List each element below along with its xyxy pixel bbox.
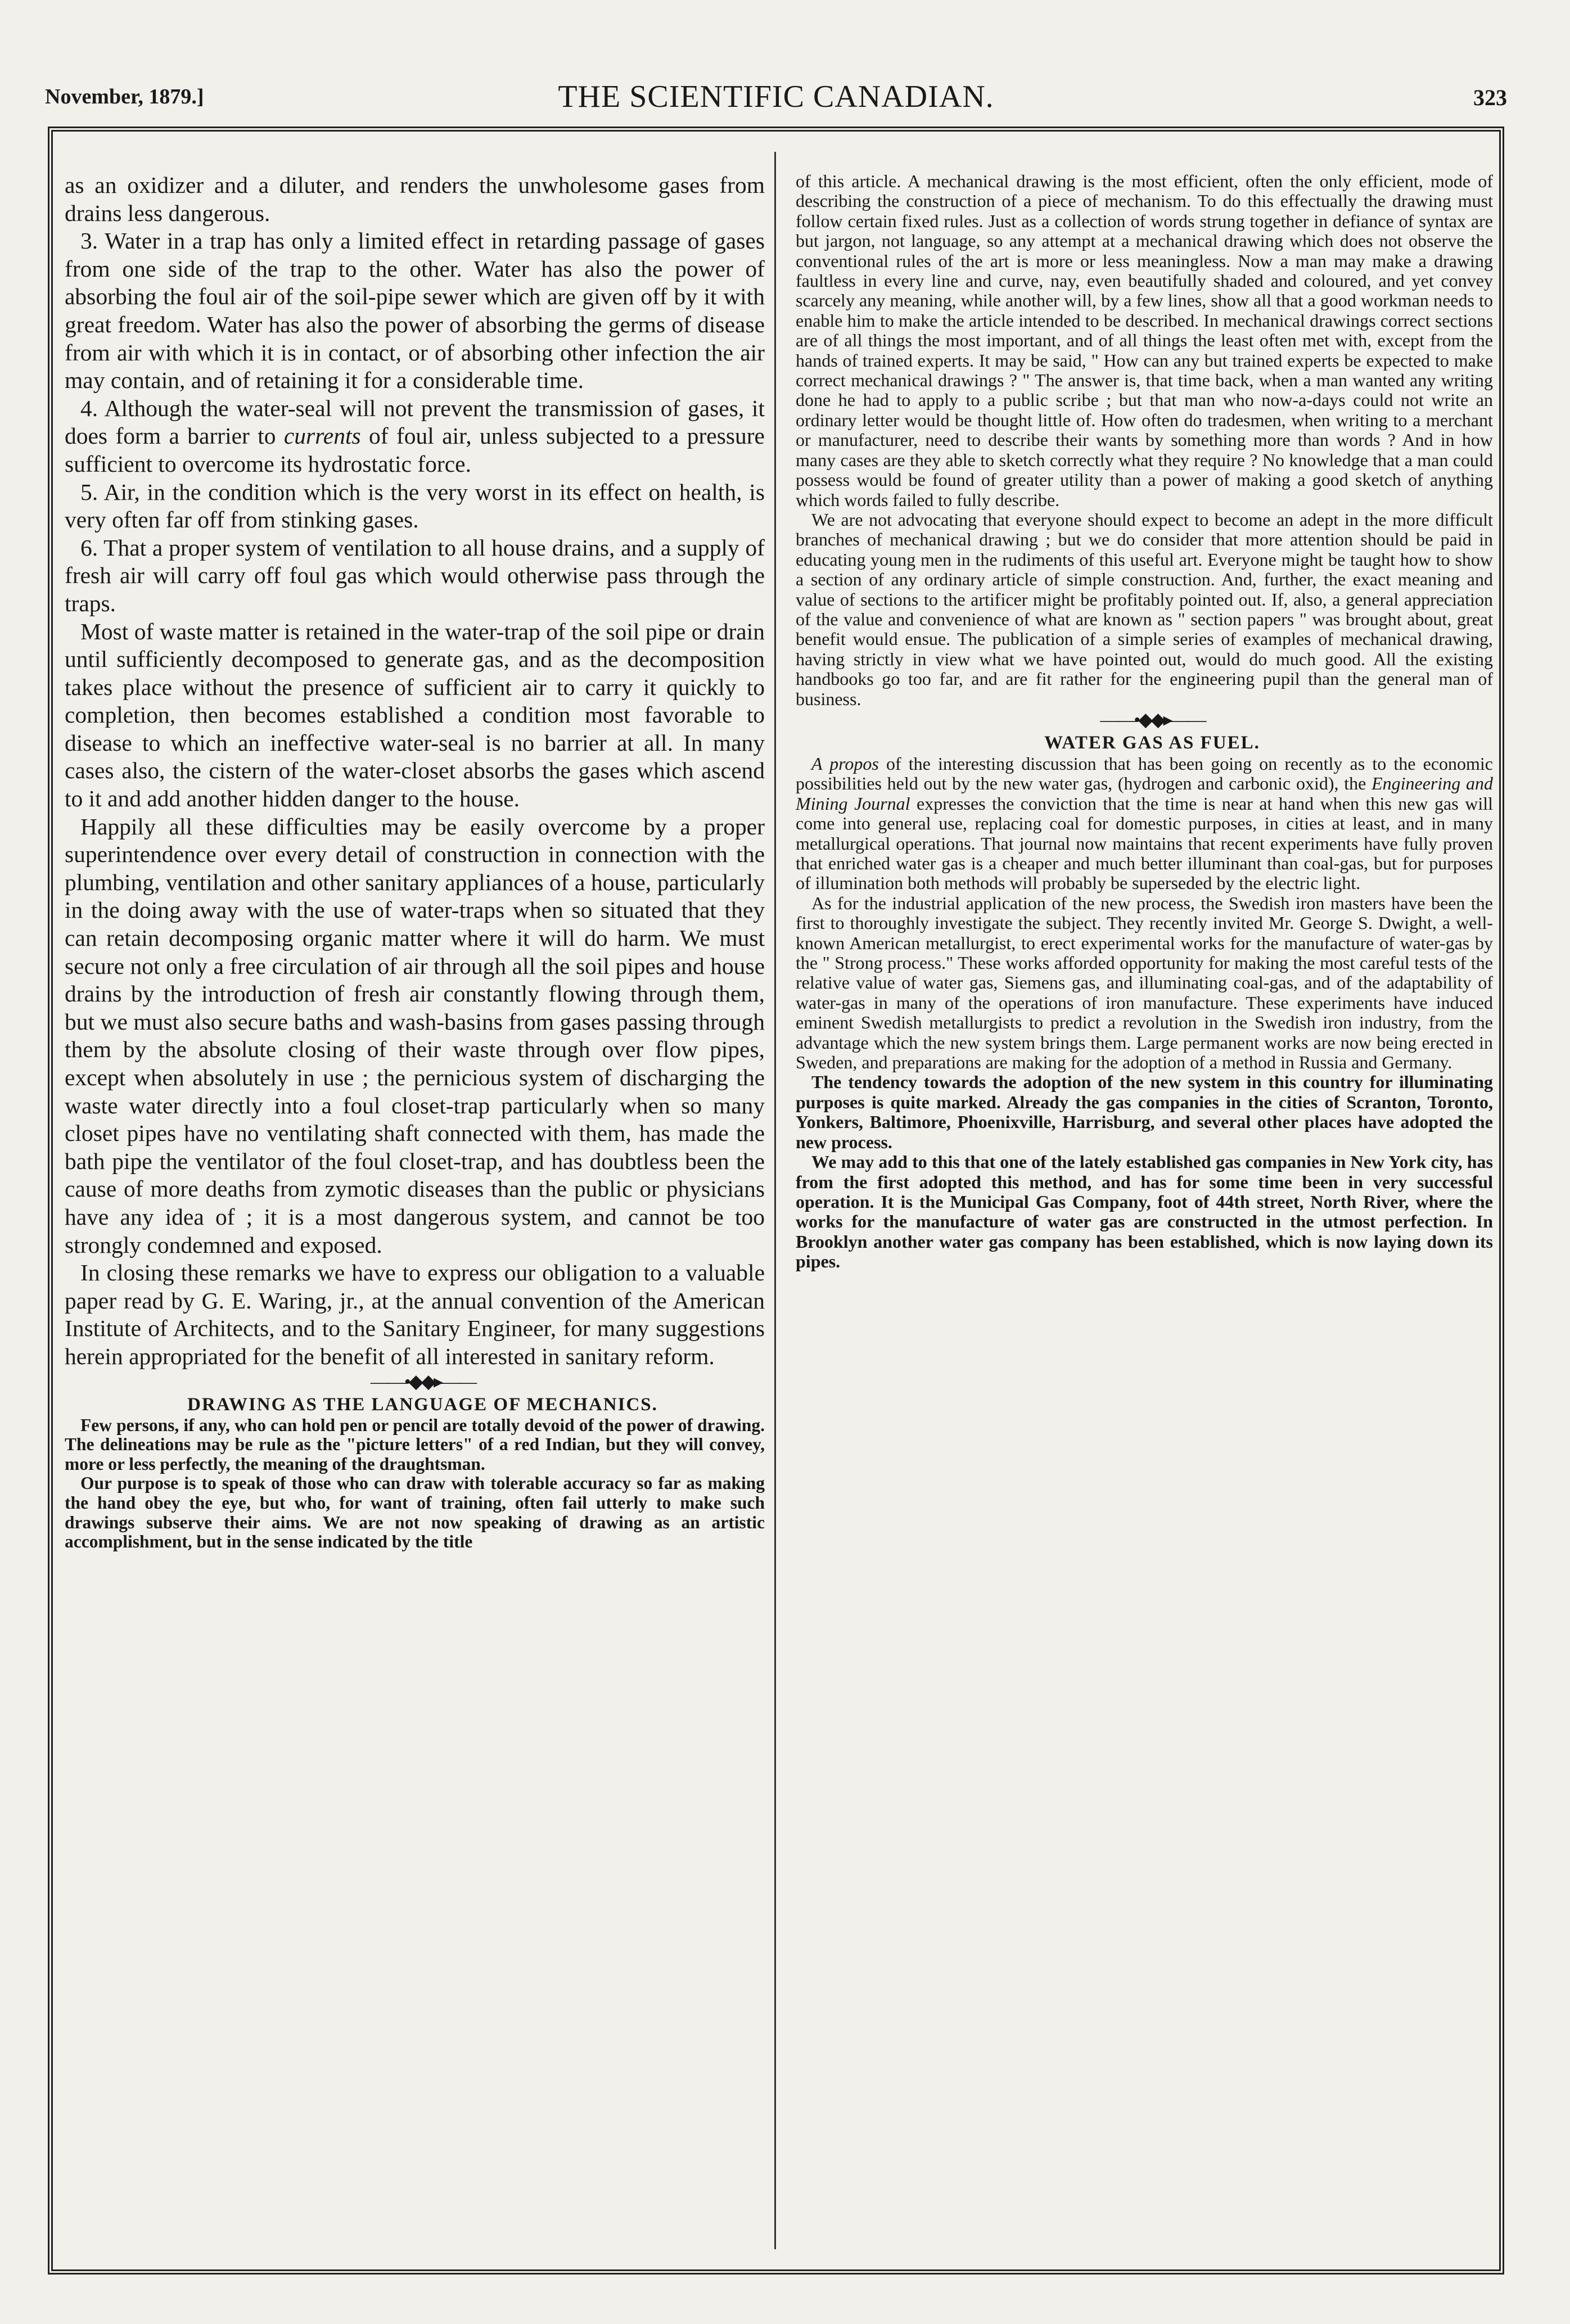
paragraph: 3. Water in a trap has only a limited effect in retarding passage of gases from one side of the trap to the other. Water has also the power of absorbing the foul air of the soil-pipe sewer which are given off by it with great freedom. Water has also the power of absorbing the germs of disease from air with which it is in contact, or of absorbing other infection the air may contain, and of retaining it for a considerable time. — [65, 228, 765, 394]
paragraph: We are not advocating that everyone should expect to become an adept in the more difficult branches of mechanical drawing ; but we do consider that more attention should be paid in educating young men in the rudiments of this useful art. Everyone might be taught how to show a section of any ordinary article of simple construction. And, further, the exact meaning and value of sections to the artificer might be profitably pointed out. If, also, a general appreciation of the value and convenience of what are known as " section papers " was brought about, great benefit would ensue. The publication of a simple series of examples of mechanical drawing, having strictly in view what we have pointed out, would do much good. All the existing handbooks go too far, and are fit rather for the engineering pupil than the general man of business. — [796, 509, 1493, 709]
paragraph: Few persons, if any, who can hold pen or pencil are totally devoid of the power of drawing. The delineations may be rule as the "picture letters" of a red Indian, but they will convey, more or less perfectly, the meaning of the draughtsman. — [65, 1415, 765, 1474]
paragraph: We may add to this that one of the lately established gas companies in New York city, has from the first adopted this method, and has for some time been in very successful operation. It is the Municipal Gas Company, foot of 44th street, North River, where the works for the manufacture of water gas are constructed in the utmost perfection. In Brooklyn another water gas company has been established, which is now laying down its pipes. — [796, 1152, 1493, 1272]
issue-date: November, 1879.] — [45, 85, 204, 109]
paragraph — [796, 754, 1493, 894]
section-ornament: ——•◆◆▸—— — [370, 1371, 475, 1392]
paragraph: as an oxidizer and a diluter, and renders the unwholesome gases from drains less dangerous. — [65, 172, 765, 226]
paragraph: Our purpose is to speak of those who can draw with tolerable accuracy so far as making the hand obey the eye, but who, for want of training, often fail utterly to make such drawings subserve their aims. We are not now speaking of drawing as an artistic accomplishment, but in the sense indicated by the title — [65, 1473, 765, 1552]
running-head — [45, 73, 1507, 124]
italic-text: Engineering and Mining Journal — [796, 773, 1493, 814]
section-ornament: ——•◆◆▸—— — [1100, 709, 1204, 730]
paragraph: Happily all these difficulties may be easily overcome by a proper superintendence over every detail of construction in connection with the plumbing, ventilation and other sanitary appliances of a house, particularly in the doing away with the use of water-traps when so situated that they can retain decomposing organic matter where it will do harm. We must secure not only a free circulation of air through all the soil pipes and house drains by the introduction of fresh air constantly flowing through them, but we must also secure baths and wash-basins from gases passing through them by the absolute closing of their waste through over flow pipes, except when absolutely in use ; the pernicious system of discharging the waste water directly into a foul closet-trap particularly when so many closet pipes have no ventilating shaft connected with them, has made the bath pipe the ventilator of the foul closet-trap, and has doubtless been the cause of more deaths from zymotic diseases than the public or physicians have any idea of ; it is a most dangerous system, and cannot be too strongly condemned and exposed. — [65, 813, 765, 1258]
paragraph: Most of waste matter is retained in the water-trap of the soil pipe or drain until sufficiently decomposed to generate gas, and as the decomposition takes place without the presence of sufficient air to carry it quickly to completion, then becomes established a condition most favorable to disease to which an ineffective water-seal is no barrier at all. In many cases also, the cistern of the water-closet absorbs the gases which ascend to it and add another hidden danger to the house. — [65, 618, 765, 812]
article-body-drawing — [65, 1416, 765, 1552]
paragraph — [65, 395, 765, 479]
paragraph: 5. Air, in the condition which is the very worst in its effect on health, is very often far off from stinking gases. — [65, 479, 765, 533]
paragraph: 6. That a proper system of ventilation to all house drains, and a supply of fresh air will carry off foul gas which would otherwise pass through the traps. — [65, 534, 765, 616]
text-run: expresses the conviction that the time is near at hand when this new gas will come into general use, replacing coal for domestic purposes, in cities at least, and in many metallurgical operations. That journal now maintains that recent experiments have fully proven that enriched water gas is a cheaper and much better illuminant than coal-gas, but for purposes of illumination both methods will probably be superseded by the electric light. — [796, 793, 1494, 894]
paragraph: of this article. A mechanical drawing is the most efficient, often the only efficient, mode of describing the construction of a piece of mechanism. To do this effectually the drawing must follow certain fixed rules. Just as a collection of words strung together in defiance of syntax are but jargon, not language, so any attempt at a mechanical drawing which does not observe the conventional rules of the art is more or less meaningless. Now a man may make a drawing faultless in every line and curve, nay, even beautifully shaded and coloured, and yet convey scarcely any meaning, while another will, by a few lines, show all that a good workman needs to enable him to make the article intended to be described. In mechanical drawings correct sections are of all things the most important, and of all things the least often met with, except from the hands of trained experts. It may be said, " How can any but trained experts be expected to make correct mechanical drawings ? " The answer is, that time back, when a man wanted any writing done he had to apply to a public scribe ; but that man who now-a-days could not write an ordinary letter would be thought little of. How often do tradesmen, when writing to a merchant or manufacturer, need to describe their wants by something more than words ? And in how many cases are they able to sketch correctly what they require ? No knowledge that a man could possess would be found of greater utility than a power of making a good sketch of anything which words failed to fully describe. — [796, 171, 1493, 510]
paragraph: The tendency towards the adoption of the new system in this country for illuminating purposes is quite marked. Already the gas companies in the cities of Scranton, Toronto, Yonkers, Baltimore, Phoenixville, Harrisburg, and several other places have adopted the new process. — [796, 1072, 1493, 1152]
page-number: 323 — [1473, 85, 1507, 110]
text-run: of foul air, unless subjected to a pressure sufficient to overcome its hydrostatic force. — [65, 423, 765, 477]
article-body-bold — [796, 1072, 1493, 1271]
italic-text: A propos — [811, 753, 879, 774]
text-run: 4. Although the water-seal will not prevent the transmission of gases, it does form a barrier to — [65, 395, 765, 449]
paragraph: In closing these remarks we have to express our obligation to a valuable paper read by G. E. Waring, jr., at the annual convention of the American Institute of Architects, and to the Sanitary Engineer, for many suggestions herein appropriated for the benefit of all interested in sanitary reform. — [65, 1260, 765, 1369]
column-rule — [774, 152, 776, 2249]
right-column — [796, 172, 1493, 1272]
paragraph: As for the industrial application of the new process, the Swedish iron masters have been the first to thoroughly investigate the subject. They recently invited Mr. George S. Dwight, a well-known American metallurgist, to erect experimental works for the manufacture of water-gas by the " Strong process." These works afforded opportunity for making the most careful tests of the relative value of water gas, Siemens gas, and illuminating coal-gas, and of the adaptability of water-gas in many of the operations of iron manufacture. These experiments have induced eminent Swedish metallurgists to predict a revolution in the Swedish iron industry, from the advantage which the new system brings them. Large permanent works are now being erected in Sweden, and preparations are making for the adoption of a method in Russia and Germany. — [796, 892, 1493, 1073]
article-heading-water-gas: WATER GAS AS FUEL. — [1044, 732, 1260, 753]
text-run: of the interesting discussion that has been going on recently as to the economic possibilities held out by the new water gas, (hydrogen and carbonic oxid), the — [796, 753, 1494, 794]
article-heading-drawing: DRAWING AS THE LANGUAGE OF MECHANICS. — [187, 1394, 658, 1415]
left-column — [65, 172, 765, 1552]
journal-title: THE SCIENTIFIC CANADIAN. — [558, 79, 994, 114]
italic-text: currents — [283, 423, 361, 449]
